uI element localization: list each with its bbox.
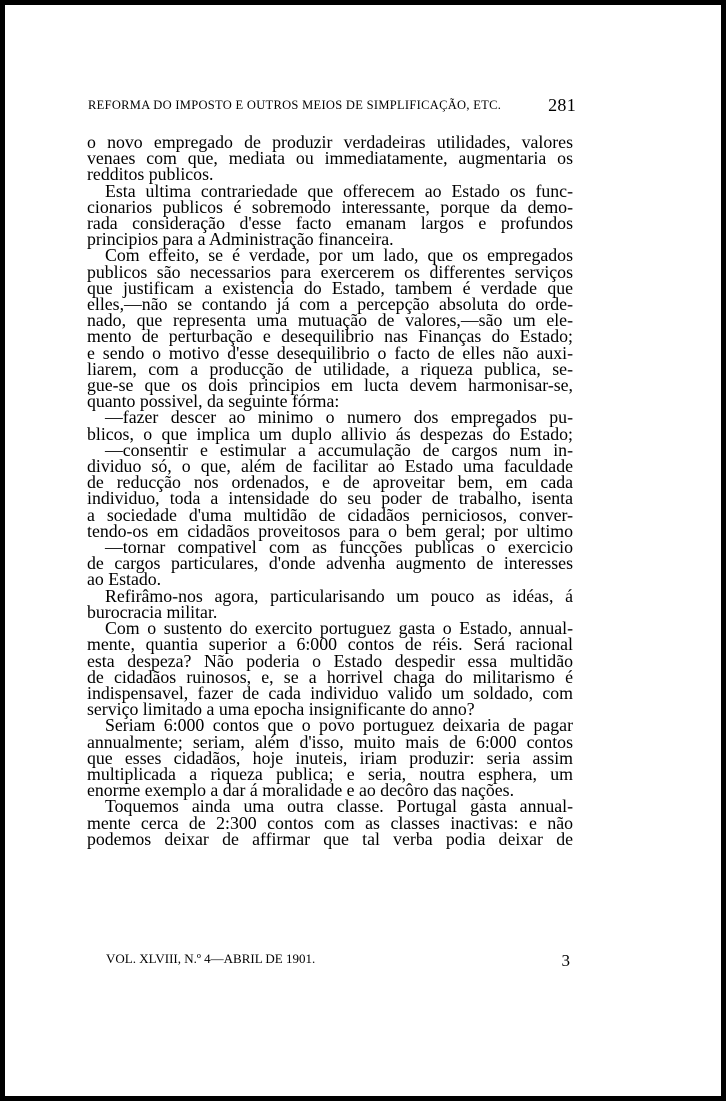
text-line: mente cerca de 2:300 contos com as classes inactivas: e não — [87, 812, 573, 833]
text-line: Toquemos ainda uma outra classe. Portugal gasta annual- — [105, 796, 573, 817]
text-line: esta despeza? Não poderia o Estado despedir essa multidão — [87, 650, 573, 671]
volume-info: VOL. XLVIII, N.º 4—ABRIL DE 1901. — [106, 951, 316, 966]
text-line: que justificam a existencia do Estado, tambem é verdade que — [87, 277, 573, 298]
text-line: burocracia militar. — [87, 601, 218, 622]
header-title: REFORMA DO IMPOSTO E OUTROS MEIOS DE SIMPLIFICAÇÃO, ETC. — [88, 98, 502, 112]
text-line: publicos são necessarios para exercerem os differentes serviços — [87, 261, 573, 282]
text-line: Seriam 6:000 contos que o povo portuguez deixaria de pagar — [105, 715, 573, 736]
text-line: Refirâmo-nos agora, particularisando um pouco as idéas, á — [105, 585, 573, 606]
page-number: 281 — [548, 95, 576, 115]
text-line: ao Estado. — [87, 569, 162, 590]
text-line: rada consideração d'esse facto emanam largos e profundos — [87, 213, 573, 234]
text-line: liarem, com a producção de utilidade, a riqueza publica, se- — [87, 358, 573, 379]
text-line: individuo, toda a intensidade do seu poder de trabalho, isenta — [87, 488, 573, 509]
text-line: multiplicada a riqueza publica; e seria, noutra esphera, um — [87, 763, 573, 784]
text-line: podemos deixar de affirmar que tal verba podia deixar de — [87, 828, 573, 849]
text-line: principios para a Administração financeira. — [87, 229, 394, 250]
text-line: dividuo só, o que, além de facilitar ao Estado uma faculdade — [87, 456, 573, 477]
text-line: serviço limitado a uma epocha insignificante do anno? — [87, 699, 475, 720]
text-line: gue-se que os dois principios em lucta devem harmonisar-se, — [87, 375, 573, 396]
text-line: elles,—não se contando já com a percepção absoluta do orde- — [87, 294, 573, 315]
text-line: que esses cidadãos, hoje inuteis, iriam produzir: seria assim — [87, 747, 573, 768]
text-line: annualmente; seriam, além d'isso, muito mais de 6:000 contos — [87, 731, 573, 752]
text-line: Com o sustento do exercito portuguez gasta o Estado, annual- — [105, 618, 573, 639]
text-line: mento de perturbação e desequilibrio nas Finanças do Estado; — [87, 326, 573, 347]
text-line: nado, que representa uma mutuação de valores,—são um ele- — [87, 310, 573, 331]
text-line: blicos, o que implica um duplo allivio ás despezas do Estado; — [87, 423, 573, 444]
text-line: e sendo o motivo d'esse desequilibrio o facto de elles não auxi- — [87, 342, 573, 363]
text-line: a sociedade d'uma multidão de cidadãos perniciosos, conver- — [87, 504, 573, 525]
text-line: tendo-os em cidadãos proveitosos para o bem geral; por ultimo — [87, 520, 573, 541]
text-line: —tornar compativel com as funcções publicas o exercicio — [105, 537, 573, 558]
text-line: venaes com que, mediata ou immediatamente, augmentaria os — [87, 148, 573, 169]
text-line: enorme exemplo a dar á moralidade e ao decôro das nações. — [87, 780, 515, 801]
text-line: mente, quantia superior a 6:000 contos de réis. Será racional — [87, 634, 573, 655]
text-line: Esta ultima contrariedade que offerecem ao Estado os func- — [105, 180, 573, 201]
text-line: de reducção nos ordenados, e de aproveitar bem, em cada — [87, 472, 573, 493]
body-text — [87, 134, 573, 847]
text-line: redditos publicos. — [87, 164, 214, 185]
signature-mark: 3 — [561, 951, 570, 970]
text-line: de cidadãos ruinosos, e, se a horrivel chaga do militarismo é — [87, 666, 573, 687]
text-line: de cargos particulares, d'onde advenha augmento de interesses — [87, 553, 573, 574]
text-line: —consentir e estimular a accumulação de cargos num in- — [105, 439, 573, 460]
text-line: —fazer descer ao minimo o numero dos empregados pu- — [105, 407, 573, 428]
text-line: o novo empregado de produzir verdadeiras utilidades, valores — [87, 132, 573, 152]
text-line: quanto possivel, da seguinte fórma: — [87, 391, 340, 412]
text-line: Com effeito, se é verdade, por um lado, que os empregados — [105, 245, 573, 266]
document-page — [5, 5, 721, 1096]
text-line: indispensavel, fazer de cada individuo valido um soldado, com — [87, 682, 573, 703]
text-line: cionarios publicos é sobremodo interessante, porque da demo- — [87, 196, 573, 217]
